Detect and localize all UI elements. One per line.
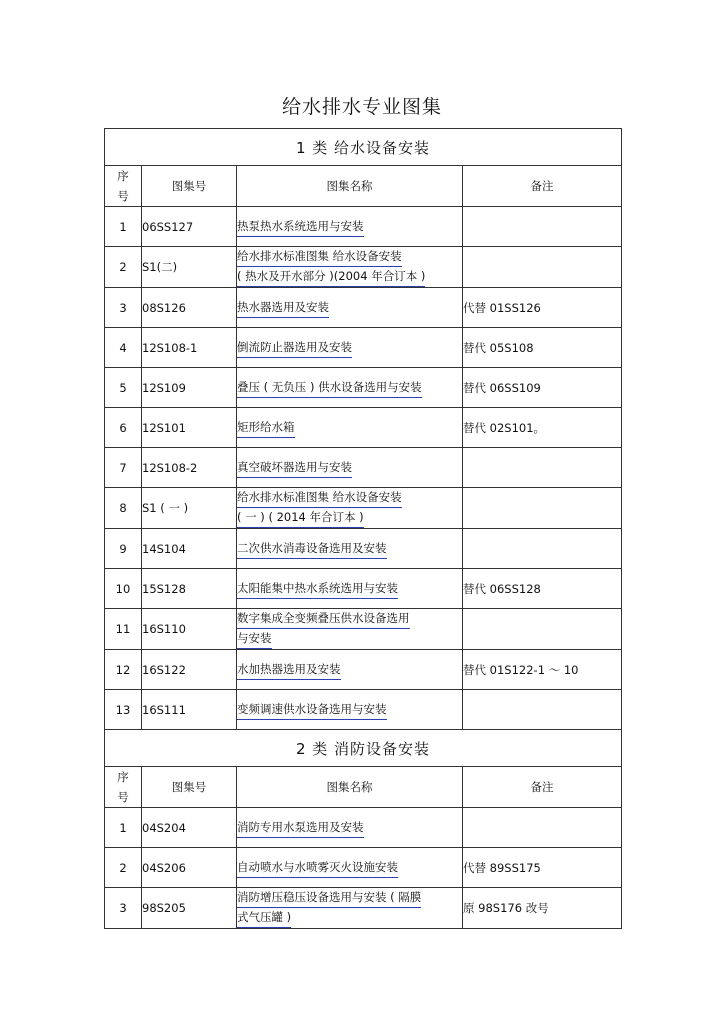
remark: 替代 02S101。 bbox=[463, 408, 622, 448]
header-seq bbox=[105, 166, 142, 207]
row-number: 4 bbox=[105, 328, 142, 368]
atlas-code: 04S206 bbox=[142, 848, 237, 888]
table-row bbox=[105, 247, 622, 288]
atlas-name-line: 消防增压稳压设备选用与安装 ( 隔膜 bbox=[237, 888, 421, 908]
row-number: 1 bbox=[105, 207, 142, 247]
table-row bbox=[105, 328, 622, 368]
atlas-code: 15S128 bbox=[142, 569, 237, 609]
atlas-name-line: 给水排水标准图集 给水设备安装 bbox=[237, 488, 402, 508]
atlas-name bbox=[237, 888, 463, 929]
table-row bbox=[105, 690, 622, 730]
atlas-name bbox=[237, 569, 463, 609]
atlas-name-line: 变频调速供水设备选用与安装 bbox=[237, 700, 387, 720]
atlas-code: 06SS127 bbox=[142, 207, 237, 247]
remark bbox=[463, 808, 622, 848]
remark: 代替 89SS175 bbox=[463, 848, 622, 888]
remark: 替代 06SS128 bbox=[463, 569, 622, 609]
remark: 替代 05S108 bbox=[463, 328, 622, 368]
atlas-code: 14S104 bbox=[142, 529, 237, 569]
atlas-name-line: 水加热器选用及安装 bbox=[237, 660, 341, 680]
row-number: 2 bbox=[105, 848, 142, 888]
atlas-code: 98S205 bbox=[142, 888, 237, 929]
atlas-name bbox=[237, 408, 463, 448]
remark: 代替 01SS126 bbox=[463, 288, 622, 328]
atlas-name bbox=[237, 207, 463, 247]
row-number: 10 bbox=[105, 569, 142, 609]
column-header-row bbox=[105, 767, 622, 808]
atlas-code: S1 ( 一 ) bbox=[142, 488, 237, 529]
atlas-name-line: 消防专用水泵选用及安装 bbox=[237, 818, 364, 838]
table-row bbox=[105, 288, 622, 328]
remark bbox=[463, 690, 622, 730]
atlas-name bbox=[237, 247, 463, 288]
atlas-code: S1(二) bbox=[142, 247, 237, 288]
table-row bbox=[105, 808, 622, 848]
table-row bbox=[105, 368, 622, 408]
header-name: 图集名称 bbox=[237, 767, 463, 808]
atlas-name bbox=[237, 368, 463, 408]
table-row bbox=[105, 569, 622, 609]
atlas-name bbox=[237, 690, 463, 730]
column-header-row bbox=[105, 166, 622, 207]
atlas-name bbox=[237, 328, 463, 368]
row-number: 8 bbox=[105, 488, 142, 529]
table-row bbox=[105, 529, 622, 569]
remark: 替代 06SS109 bbox=[463, 368, 622, 408]
remark bbox=[463, 207, 622, 247]
remark bbox=[463, 609, 622, 650]
atlas-name bbox=[237, 848, 463, 888]
remark bbox=[463, 448, 622, 488]
atlas-name-line: 数字集成全变频叠压供水设备选用 bbox=[237, 609, 410, 629]
atlas-name-line: 太阳能集中热水系统选用与安装 bbox=[237, 579, 398, 599]
remark: 替代 01S122-1 ～ 10 bbox=[463, 650, 622, 690]
atlas-name-line: 矩形给水箱 bbox=[237, 418, 295, 438]
atlas-code: 12S108-2 bbox=[142, 448, 237, 488]
atlas-name bbox=[237, 488, 463, 529]
row-number: 5 bbox=[105, 368, 142, 408]
header-note: 备注 bbox=[463, 767, 622, 808]
row-number: 1 bbox=[105, 808, 142, 848]
section-heading-row bbox=[105, 730, 622, 767]
table-row bbox=[105, 207, 622, 247]
atlas-code: 12S101 bbox=[142, 408, 237, 448]
header-seq-label: 序 号 bbox=[117, 770, 129, 804]
atlas-name-line: 与安装 bbox=[237, 629, 272, 649]
remark bbox=[463, 529, 622, 569]
atlas-name-line: 叠压 ( 无负压 ) 供水设备选用与安装 bbox=[237, 378, 422, 398]
header-code: 图集号 bbox=[142, 166, 237, 207]
atlas-name-line: 二次供水消毒设备选用及安装 bbox=[237, 539, 387, 559]
header-seq-label: 序 号 bbox=[117, 169, 129, 203]
table-row bbox=[105, 609, 622, 650]
atlas-code: 08S126 bbox=[142, 288, 237, 328]
table-row bbox=[105, 848, 622, 888]
row-number: 12 bbox=[105, 650, 142, 690]
remark bbox=[463, 247, 622, 288]
table-row bbox=[105, 448, 622, 488]
row-number: 2 bbox=[105, 247, 142, 288]
atlas-name-line: ( 热水及开水部分 )(2004 年合订本 ) bbox=[237, 267, 425, 287]
atlas-code: 16S110 bbox=[142, 609, 237, 650]
table-row bbox=[105, 650, 622, 690]
atlas-name-line: 热泵热水系统选用与安装 bbox=[237, 217, 364, 237]
atlas-name-line: 倒流防止器选用及安装 bbox=[237, 338, 352, 358]
row-number: 3 bbox=[105, 888, 142, 929]
atlas-name bbox=[237, 529, 463, 569]
atlas-name-line: 自动喷水与水喷雾灭火设施安装 bbox=[237, 858, 398, 878]
section-heading: 1 类 给水设备安装 bbox=[105, 129, 622, 166]
row-number: 7 bbox=[105, 448, 142, 488]
atlas-name-line: 真空破坏器选用与安装 bbox=[237, 458, 352, 478]
atlas-code: 12S108-1 bbox=[142, 328, 237, 368]
table-row bbox=[105, 408, 622, 448]
row-number: 6 bbox=[105, 408, 142, 448]
atlas-name-line: 热水器选用及安装 bbox=[237, 298, 329, 318]
section-heading-row bbox=[105, 129, 622, 166]
atlas-name-line: 给水排水标准图集 给水设备安装 bbox=[237, 247, 402, 267]
document-title: 给水排水专业图集 bbox=[281, 96, 442, 118]
atlas-code: 16S111 bbox=[142, 690, 237, 730]
atlas-code: 12S109 bbox=[142, 368, 237, 408]
atlas-code: 04S204 bbox=[142, 808, 237, 848]
row-number: 3 bbox=[105, 288, 142, 328]
row-number: 9 bbox=[105, 529, 142, 569]
header-name: 图集名称 bbox=[237, 166, 463, 207]
atlas-name bbox=[237, 808, 463, 848]
table-row bbox=[105, 888, 622, 929]
header-note: 备注 bbox=[463, 166, 622, 207]
atlas-name bbox=[237, 448, 463, 488]
row-number: 13 bbox=[105, 690, 142, 730]
remark bbox=[463, 488, 622, 529]
atlas-name bbox=[237, 609, 463, 650]
atlas-code: 16S122 bbox=[142, 650, 237, 690]
atlas-name-line: 式气压罐 ) bbox=[237, 908, 291, 928]
header-seq bbox=[105, 767, 142, 808]
atlas-name-line: ( 一 ) ( 2014 年合订本 ) bbox=[237, 508, 364, 528]
section-heading: 2 类 消防设备安装 bbox=[105, 730, 622, 767]
atlas-name bbox=[237, 650, 463, 690]
atlas-name bbox=[237, 288, 463, 328]
standard-atlas-table bbox=[104, 128, 622, 929]
table-row bbox=[105, 488, 622, 529]
remark: 原 98S176 改号 bbox=[463, 888, 622, 929]
row-number: 11 bbox=[105, 609, 142, 650]
header-code: 图集号 bbox=[142, 767, 237, 808]
